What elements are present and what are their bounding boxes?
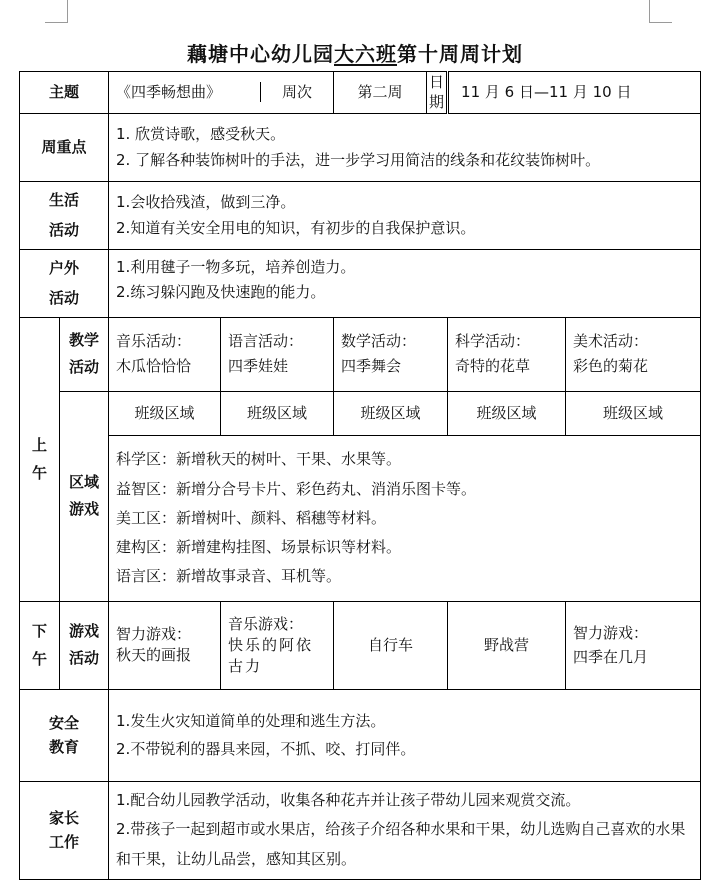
area-item-construction: 建构区：新增建构挂图、场景标识等材料。 [116,538,402,557]
date-value: 11 月 6 日—11 月 10 日 [448,72,701,114]
area-items-content [109,435,701,601]
life-content [109,181,701,249]
family-label-2: 工作 [49,833,80,851]
title-suffix: 第十周周计划 [397,42,523,66]
area-item-science: 科学区：新增秋天的树叶、干果、水果等。 [116,450,402,469]
family-row [20,781,701,879]
game-name-1: 秋天的画报 [116,646,192,664]
zone-cell-3: 班级区域 [334,391,448,435]
week-date-cell [334,72,448,114]
game-name-4: 野战营 [484,635,530,654]
focus-item-1: 1. 欣赏诗歌，感受秋天。 [116,125,286,144]
activity-name-2: 四季娃娃 [228,357,289,375]
game-type-1: 智力游戏： [116,625,192,643]
area-label [60,391,109,601]
outdoor-label [20,249,109,317]
game-cell-2 [221,601,334,689]
title-class-name: 大六班 [334,42,397,66]
area-item-art: 美工区：新增树叶、颜料、稻穗等材料。 [116,508,387,527]
morning-label-1: 上 [31,435,47,454]
life-label-1: 生活 [49,191,80,209]
area-label-2: 游戏 [69,500,100,518]
game-type-2: 音乐游戏： [228,614,304,633]
page-title [0,38,710,67]
life-item-2: 2.知道有关安全用电的知识，有初步的自我保护意识。 [116,218,476,237]
game-name-3: 自行车 [368,635,414,654]
game-cell-3 [334,601,448,689]
area-item-language: 语言区：新增故事录音、耳机等。 [116,567,342,586]
family-content [109,781,701,879]
morning-teaching-row [20,317,701,391]
afternoon-row [20,601,701,689]
game-name-5: 四季在几月 [573,648,649,666]
zone-row [20,391,701,435]
focus-label: 周重点 [20,113,109,181]
teaching-label-2: 活动 [69,358,100,376]
game-label-1: 游戏 [69,622,100,640]
activity-cell-4 [448,317,566,391]
page-corner-mark-left [45,0,68,23]
teaching-label-1: 教学 [69,331,100,349]
life-label-2: 活动 [49,221,80,239]
game-type-5: 智力游戏： [573,624,649,642]
safety-label-2: 教育 [49,738,80,756]
date-label: 日期 [429,73,445,112]
weekly-plan-table [19,71,701,880]
zone-cell-4: 班级区域 [448,391,566,435]
safety-row [20,689,701,781]
game-label [60,601,109,689]
title-prefix: 藕塘中心幼儿园 [187,42,334,66]
activity-name-3: 四季舞会 [341,357,402,375]
safety-item-2: 2.不带锐利的器具来园，不抓、咬、打同伴。 [116,740,416,758]
game-cell-5 [566,601,701,689]
family-item-1: 1.配合幼儿园教学活动，收集各种花卉并让孩子带幼儿园来观赏交流。 [116,791,581,810]
safety-label [20,689,109,781]
activity-name-4: 奇特的花草 [455,357,531,375]
zone-cell-2: 班级区域 [221,391,334,435]
life-row [20,181,701,249]
page-corner-mark-right [649,0,672,23]
game-name-2: 快乐的阿依古力 [228,635,314,675]
family-label-1: 家长 [49,809,80,827]
game-cell-4 [448,601,566,689]
theme-value: 《四季畅想曲》 [109,82,261,102]
game-label-2: 活动 [69,649,100,667]
activity-type-3: 数学活动： [341,331,417,350]
game-cell-1 [109,601,221,689]
outdoor-label-2: 活动 [49,289,80,307]
afternoon-label-1: 下 [31,621,47,640]
family-item-2: 2.带孩子一起到超市或水果店，给孩子介绍各种水果和干果，幼儿选购自己喜欢的水果和干果，让幼儿品尝，感知其区别。 [116,820,686,868]
activity-cell-3 [334,317,448,391]
outdoor-row [20,249,701,317]
life-item-1: 1.会收拾残渣，做到三净。 [116,193,296,212]
teaching-label [60,317,109,391]
afternoon-label-2: 午 [31,650,47,668]
area-item-puzzle: 益智区：新增分合号卡片、彩色药丸、消消乐图卡等。 [116,479,477,498]
activity-type-2: 语言活动： [228,331,304,350]
safety-label-1: 安全 [49,714,80,732]
theme-cell [109,72,334,114]
zone-cell-5: 班级区域 [566,391,701,435]
outdoor-label-1: 户外 [49,259,80,277]
activity-type-4: 科学活动： [455,331,531,350]
activity-cell-5 [566,317,701,391]
theme-label: 主题 [20,72,109,114]
activity-name-1: 木瓜恰恰恰 [116,357,192,375]
safety-content [109,689,701,781]
focus-item-2: 2. 了解各种装饰树叶的手法，进一步学习用简洁的线条和花纹装饰树叶。 [116,150,601,169]
activity-type-1: 音乐活动： [116,331,192,350]
zone-cell-1: 班级区域 [109,391,221,435]
area-items-row [20,435,701,601]
afternoon-label [20,601,60,689]
family-label [20,781,109,879]
area-label-1: 区域 [69,473,100,491]
week-value: 第二周 [334,72,427,113]
morning-label-2: 午 [31,464,47,482]
activity-name-5: 彩色的菊花 [573,357,649,375]
header-row [20,72,701,114]
focus-content [109,113,701,181]
outdoor-item-2: 2.练习躲闪跑及快速跑的能力。 [116,282,326,301]
outdoor-content [109,249,701,317]
activity-cell-1 [109,317,221,391]
activity-type-5: 美术活动： [573,331,649,350]
outdoor-item-1: 1.利用毽子一物多玩，培养创造力。 [116,257,356,276]
week-label: 周次 [282,83,313,102]
safety-item-1: 1.发生火灾知道简单的处理和逃生方法。 [116,711,386,730]
focus-row [20,113,701,181]
morning-label [20,317,60,601]
activity-cell-2 [221,317,334,391]
life-label [20,181,109,249]
